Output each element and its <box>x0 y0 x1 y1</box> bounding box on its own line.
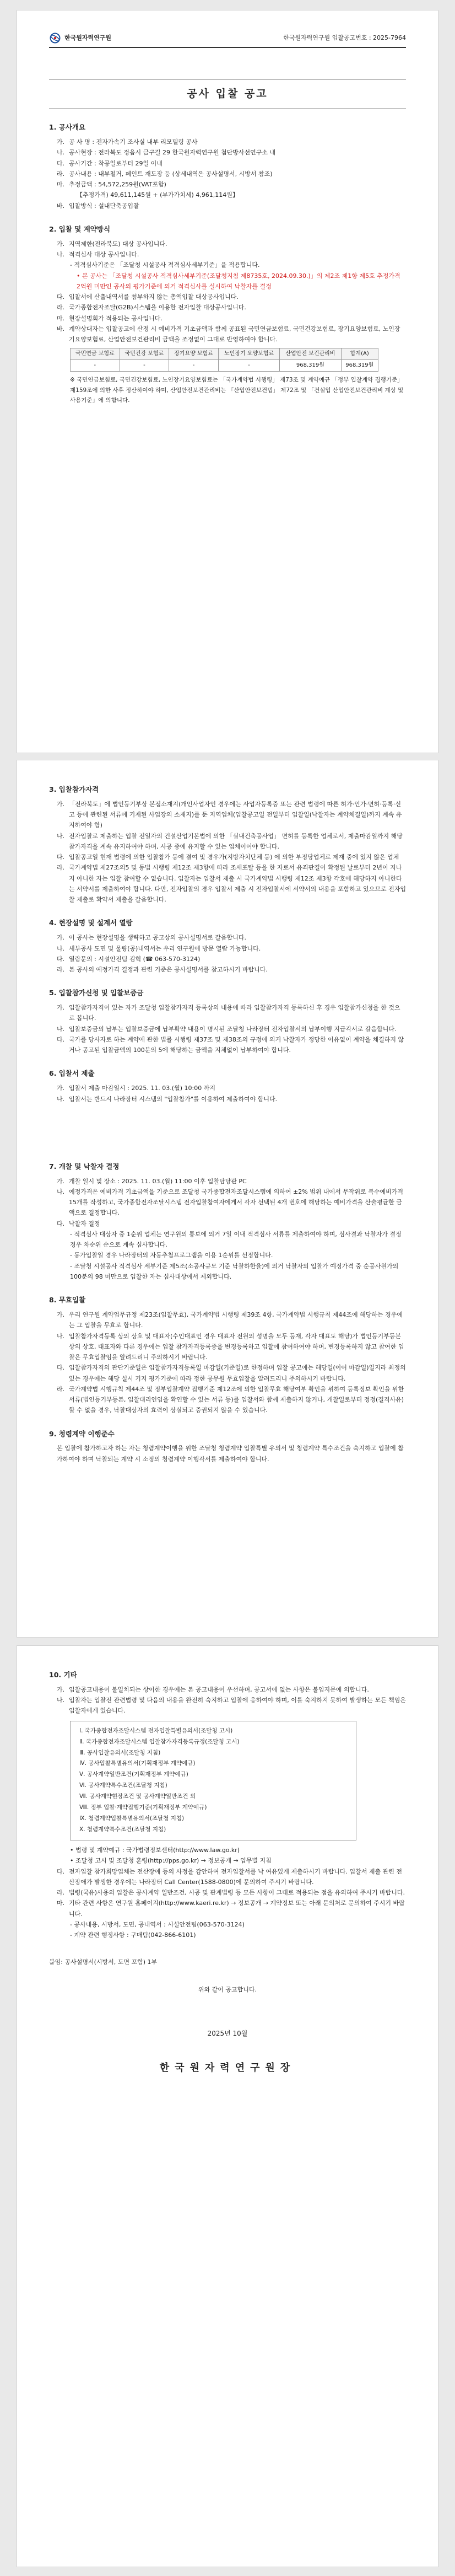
list-item: 가. 입찰공고내용이 불일치되는 상이한 경우에는 본 공고내용이 우선하며, 공고서에 없는 사항은 불임지문에 의합니다. <box>57 1686 369 1693</box>
table-header: 국민연금 보험료 <box>71 348 120 360</box>
list-item: 다. 입찰참가자격의 판단기준일은 입찰참가자격등록일 마감일(기준일)로 한정하며 입찰 공고에는 해당일(이어 마감일)일지라 최정의 있는 경우에는 해당 실시 기지 평가기준에 따라 정한 공무원 무효입찰을 알려드리니 주의하시기 바랍니다. <box>57 1364 406 1382</box>
list-item: 라. 국가종합전자조달(G2B)시스템을 이용한 전자입찰 대상공사입니다. <box>57 304 246 312</box>
list-item: 가. 「전라북도」에 법인등기부상 본점소재지(개인사업자인 경우에는 사업자등록증 또는 관련 법령에 따른 허가·인가·면허·등록·신고 등에 관련된 서류에 기재된 사업장의 소재지)를 둔 지역업체(입찰공고일 전일부터 입찰일(낙찰자는 계약체결일)까지 계속 유지하여야 함) <box>57 800 402 829</box>
page-title: 공사 입찰 공고 <box>187 88 268 100</box>
list-item: 나. 전자입찰로 제출하는 입찰 전일자의 건설산업기본법에 의한 「실내건축공사업」 면허를 등록한 업체로서, 제출마감일까지 해당 참가자격을 계속 유지하여야 하며, 사공 중에 유지할 수 있는 업체이어야 합니다. <box>57 832 403 850</box>
sub-item: - 동가입찰일 경우 나라장터의 자동추첨프로그램을 이용 1순위를 선정합니다. <box>70 1252 273 1259</box>
section-heading-7: 7. 개찰 및 낙찰자 결정 <box>49 1162 120 1171</box>
reference-link: • 법령 및 계약예규 : 국가법령정보센터(http://www.law.go.kr) <box>70 1847 240 1854</box>
list-item: 나. 공사현장 : 전라북도 정읍시 금구길 29 한국원자력연구원 첨단방사선연구소 내 <box>57 149 276 157</box>
reference-link: • 조달청 고시 및 조달청 훈령(http://pps.go.kr) → 정보공개 → 업무별 지침 <box>70 1857 272 1865</box>
paragraph: 본 입찰에 참가하고자 하는 자는 청렴계약이행을 위한 조달청 청렴계약 입찰특별 유의서 및 청렴계약 특수조건을 숙지하고 입찰에 참가하여야 하며 낙찰되는 계약 시 소정의 청렴계약 이행각서를 제출하여야 합니다. <box>57 1445 404 1463</box>
section-heading-9: 9. 청렴계약 이행준수 <box>49 1429 115 1438</box>
list-item: 다. 열람문의 : 시설안전팀 김혁 (☎ 063-570-3124) <box>57 955 201 963</box>
list-item: 바. 입찰방식 : 설내단축공입찰 <box>57 202 139 210</box>
table-cell: 968,319원 <box>280 360 341 372</box>
reference-item: Ⅸ. 청렴계약입찰특별유의서(조달청 지침) <box>79 1815 185 1822</box>
section-heading-8: 8. 무효입찰 <box>49 1296 86 1305</box>
org-name: 한국원자력연구원 <box>64 34 112 42</box>
reference-item: Ⅷ. 정부 입찰·계약집행기준(기획재정부 계약예규) <box>79 1804 207 1811</box>
table-cell: - <box>120 360 169 372</box>
issue-date: 2025년 10월 <box>207 2029 248 2037</box>
list-item: 다. 입찰서에 산출내역서를 첨부하지 않는 총액입찰 대상공사입니다. <box>57 293 239 300</box>
sub-item: - 적격심사기준은 「조달청 시설공사 적격심사세부기준」을 적용합니다. <box>70 261 260 269</box>
table-header-row <box>71 348 378 360</box>
amount-detail: 【추정가격) 49,611,145원 + (부가가치세) 4,961,114원】 <box>77 191 239 199</box>
section-heading-1: 1. 공사개요 <box>49 123 86 132</box>
list-item: 라. 본 공사의 예정가격 결정과 관련 기준은 공사설명서를 참고하시기 바랍니다. <box>57 966 268 973</box>
reference-item: Ⅱ. 국가종합전자조달시스템 입찰참가자격등록규정(조달청 고시) <box>79 1738 240 1745</box>
page-header <box>49 33 406 48</box>
list-item: 가. 공 사 명 : 전자가속기 조사실 내부 리모델링 공사 <box>57 138 198 146</box>
sub-item-red: • 본 공사는 「조달청 시설공사 적격심사세부기준(조달청지침 제8735호, 2024.09.30.)」의 제2조 제1항 제5호 추정가격 2억원 미만인 공사의 평가기준에 의거 적격심사를 실시하여 낙찰자를 결정 <box>77 272 400 290</box>
list-item: 마. 기타 관련 사항은 연구원 홈페이지(http://www.kaeri.re.kr) → 정보공개 → 계약정보 또는 아래 문의처로 문의하여 주시기 바랍니다. <box>57 1899 405 1918</box>
table-row <box>71 360 378 372</box>
section-heading-3: 3. 입찰참가자격 <box>49 785 99 793</box>
table-cell: 968,319원 <box>341 360 378 372</box>
table-cell: - <box>169 360 219 372</box>
page-1-content <box>49 121 406 405</box>
list-item: 라. 법령(국유)사용의 입찰은 공사계약 일반조건, 시공 및 관계법령 등 모든 사항이 그대로 적용되는 점을 유의하여 주시기 바랍니다. <box>57 1889 405 1896</box>
section-heading-4: 4. 현장설명 및 설계서 열람 <box>49 919 133 927</box>
list-item: 나. 입찰자는 입찰전 관련법령 및 다음의 내용을 완전히 숙지하고 입찰에 응하여야 하며, 이를 숙지하지 못하여 발생하는 모든 책임은 입찰자에게 있습니다. <box>57 1697 406 1715</box>
list-item: 다. 국가를 당사자로 하는 계약에 관한 법률 시행령 제37조 및 제38조의 규정에 의거 낙찰자가 정당한 이유없이 계약을 체결하지 않거나 공고된 입찰금액의 100분의 5에 해당하는 금액을 지체없이 납부하여야 합니다. <box>57 1035 404 1054</box>
list-item: 바. 계약상대자는 입찰공고에 산정 시 예비가격 기초금액과 함께 공표된 국민연금보험료, 국민건강보험료, 장기요양보험료, 노인장기요양보험료, 산업안전보건관리비 금액을 조정없이 그대로 반영하여야 합니다. <box>57 325 400 343</box>
document-page-2 <box>17 760 438 1638</box>
document-page-3 <box>17 1645 438 2567</box>
section-heading-5: 5. 입찰참가신청 및 입찰보증금 <box>49 989 144 997</box>
title-box <box>49 79 406 109</box>
reference-item: Ⅶ. 공사계약현장조건 및 공사계약일반조건 외 <box>79 1793 196 1800</box>
reference-item: Ⅵ. 공사계약특수조건(조달청 지침) <box>79 1782 167 1789</box>
list-item: 마. 추정금액 : 54,572,259원(VAT포함) <box>57 181 166 189</box>
page-2-content <box>49 760 406 1464</box>
table-header: 산업안전 보건관리비 <box>280 348 341 360</box>
sub-item: - 적격심사 대상자 중 1순위 업체는 연구원의 통보에 의거 7일 이내 적격심사 서류를 제출하여야 하며, 심사결과 낙찰자가 결정 경우 차순위 순으로 계속 심사합니다. <box>70 1230 402 1249</box>
table-note: ※ 국민연금보험료, 국민건강보험료, 노인장기요양보험료는 「국가계약법 시행령」 제73조 및 계약예규 「정부 입찰계약 집행기준」 제159조에 의한 사후 정산하여야 하며, 산업안전보건관리비는 「산업안전보건법」 제72조 및 「건설업 산업안전보건관리비 계상 및 사용기준」에 의합니다. <box>70 377 404 404</box>
issuer-name: 한국원자력연구원장 <box>159 2062 296 2074</box>
contact-line: - 공사내용, 시방서, 도면, 공내역서 : 시설안전팀(063-570-3124) <box>70 1920 245 1928</box>
insurance-table <box>70 348 378 372</box>
sub-item: - 조달청 시설공사 적격심사 세부기준 제5조(소공사규모 기준 낙찰하한율)에 의거 낙찰자의 입찰가 예정가격 중 순공사원가의 100분의 98 미만으로 입찰한 자는 심사대상에서 제외합니다. <box>70 1262 399 1280</box>
list-item: 나. 입찰보증금의 납부는 입찰보증금에 납부확약 내용이 명시된 조달청 나라장터 전자입찰서의 납부이행 지급각서로 갈음합니다. <box>57 1025 397 1033</box>
table-header: 국민건강 보험료 <box>120 348 169 360</box>
list-item: 다. 낙찰자 결정 <box>57 1220 100 1227</box>
list-item: 나. 입찰서는 반드시 나라장터 시스템의 "입찰참가"를 이용하여 제출하여야 합니다. <box>57 1095 278 1103</box>
table-cell: - <box>71 360 120 372</box>
list-item: 다. 공사기간 : 착공일로부터 29일 이내 <box>57 159 162 167</box>
list-item: 다. 입찰공고일 현재 법령에 의한 입찰참가 등에 결여 및 경우가(지방자치단체 등) 에 의한 부정당업체로 제재 중에 있지 않은 업체 <box>57 854 399 861</box>
list-item: 가. 이 공사는 현장설명을 생략하고 공고상의 공사설명서로 갈음합니다. <box>57 934 247 942</box>
section-heading-10: 10. 기타 <box>49 1671 77 1679</box>
list-item: 가. 입찰참가자격이 있는 자가 조달청 입찰참가자격 등록상의 내용에 따라 입찰참가자격 등록하신 후 경우 입찰참가신청을 한 것으로 봅니다. <box>57 1004 400 1022</box>
list-item: 가. 입찰서 제출 마감일시 : 2025. 11. 03.(월) 10:00 까지 <box>57 1085 215 1092</box>
list-item: 가. 지역제한(전라북도) 대상 공사입니다. <box>57 240 167 248</box>
reference-box <box>70 1721 356 1840</box>
closing-statement: 위와 같이 공고합니다. <box>198 1985 257 1993</box>
list-item: 나. 적격심사 대상 공사입니다. <box>57 251 139 258</box>
list-item: 다. 전자입찰 참가희망업체는 전산장애 등의 사정을 감안하여 전자입찰서를 낙 여유있게 제출하시기 바랍니다. 입찰서 제출 관련 전산장애가 발생한 경우에는 나라장터 Call Center(1588-0800)에 문의하여 주시기 바랍니다. <box>57 1867 402 1886</box>
reference-item: Ⅰ. 국가종합전자조달시스템 전자입찰특별유의서(조달청 고시) <box>79 1727 233 1734</box>
list-item: 마. 현장설명회가 적용되는 공사입니다. <box>57 314 162 322</box>
list-item: 라. 국가계약법 제27조의5 및 동법 시행령 제12조 제3항에 따라 조세포탈 등을 한 자로서 유죄판결이 확정된 날로부터 2년이 지나지 아니한 자는 입찰 참여할 수 없습니다. 입찰자는 입찰서 제출 시 국가계약법 시행령 제12조 제3항 각호에 해당하지 아니한다는 서약서를 제출하여야 합니다. 다만, 전자입찰의 경우 입찰서 제출 시 전자입찰서에 서약서의 내용을 포함하고 있으므로 전자입찰 제출로 확약서 제출을 갈음합니다. <box>57 864 406 904</box>
kaeri-logo-icon <box>49 33 61 44</box>
list-item: 나. 세부공사 도면 및 물량(공)내역서는 우리 연구원에 방문 열람 가능합니다. <box>57 944 261 952</box>
reference-item: Ⅹ. 청렴계약특수조건(조달청 지침) <box>79 1826 166 1833</box>
table-header: 장기요양 보험료 <box>169 348 219 360</box>
list-item: 가. 우리 연구원 계약업무규정 제23조(입찰무효), 국가계약법 시행령 제39조 4항, 국가계약법 시행규칙 제44조에 해당하는 경우에는 그 입찰을 무효로 합니다. <box>57 1311 403 1329</box>
list-item: 라. 국가계약법 시행규칙 제44조 및 정부입찰계약 집행기준 제12조에 의한 입찰무효 해당여부 확인을 위하여 등록정보 확인을 위한 서류(법인등기부등본, 입찰대리인임을 확인할 수 있는 서류 등)를 입찰서와 함께 제출하지 않거나, 개찰일로부터 정정(결격사유)할 수 없을 경우, 낙찰대상자의 효력이 상실되고 증권되지 않을 수 있습니다. <box>57 1385 404 1414</box>
contact-line: - 계약 관련 행정사항 : 구매팀(042-866-6101) <box>70 1931 196 1939</box>
attachment-note: 붙임: 공사설명서(시방서, 도면 포함) 1부 <box>49 1958 158 1966</box>
org-logo <box>49 33 111 44</box>
table-header: 합계(A) <box>341 348 378 360</box>
list-item: 나. 예정가격은 예비가격 기초금액을 기준으로 조달청 국가종합전자조달시스템에 의하여 ±2% 범위 내에서 무작위로 복수예비가격 15개를 작성하고, 국가종합전자조달시스템 전자입찰참여자에게서 각자 선택된 4개 번호에 해당하는 예비가격을 산술평균한 금액으로 결정합니다. <box>57 1188 404 1217</box>
notice-number: 한국원자력연구원 입찰공고번호 : 2025-7964 <box>283 34 406 42</box>
table-cell: - <box>218 360 279 372</box>
table-header: 노인장기 요양보험료 <box>218 348 279 360</box>
reference-item: Ⅴ. 공사계약일반조건(기획재정부 계약예규) <box>79 1771 188 1778</box>
section-heading-6: 6. 입찰서 제출 <box>49 1069 95 1078</box>
list-item: 라. 공사내용 : 내부철거, 페인트 재도장 등 (상세내역은 공사설명서, 시방서 참조) <box>57 170 273 178</box>
section-heading-2: 2. 입찰 및 계약방식 <box>49 224 111 233</box>
document-page-1 <box>17 10 438 753</box>
reference-item: Ⅳ. 공사입찰특별유의서(기획재정부 계약예규) <box>79 1760 196 1767</box>
list-item: 나. 입찰참가자격등록 상의 상호 및 대표자(수인대표인 경우 대표자 전원의 성명을 모두 등재, 각자 대표도 해당)가 법인등기부등본 상의 상호, 대표자와 다른 경우에는 입찰 참가자격등록증을 변경등록하고 입찰에 참여하여야 하며, 변경등록하지 않고 참여한 입찰은 무효입찰임을 알려드리니 주의하시기 바랍니다. <box>57 1332 404 1361</box>
page-3-content <box>49 1646 406 2076</box>
list-item: 가. 개찰 일시 및 장소 : 2025. 11. 03.(월) 11:00 이후 입찰담당관 PC <box>57 1177 247 1185</box>
reference-item: Ⅲ. 공사입찰유의서(조달청 지침) <box>79 1749 161 1756</box>
